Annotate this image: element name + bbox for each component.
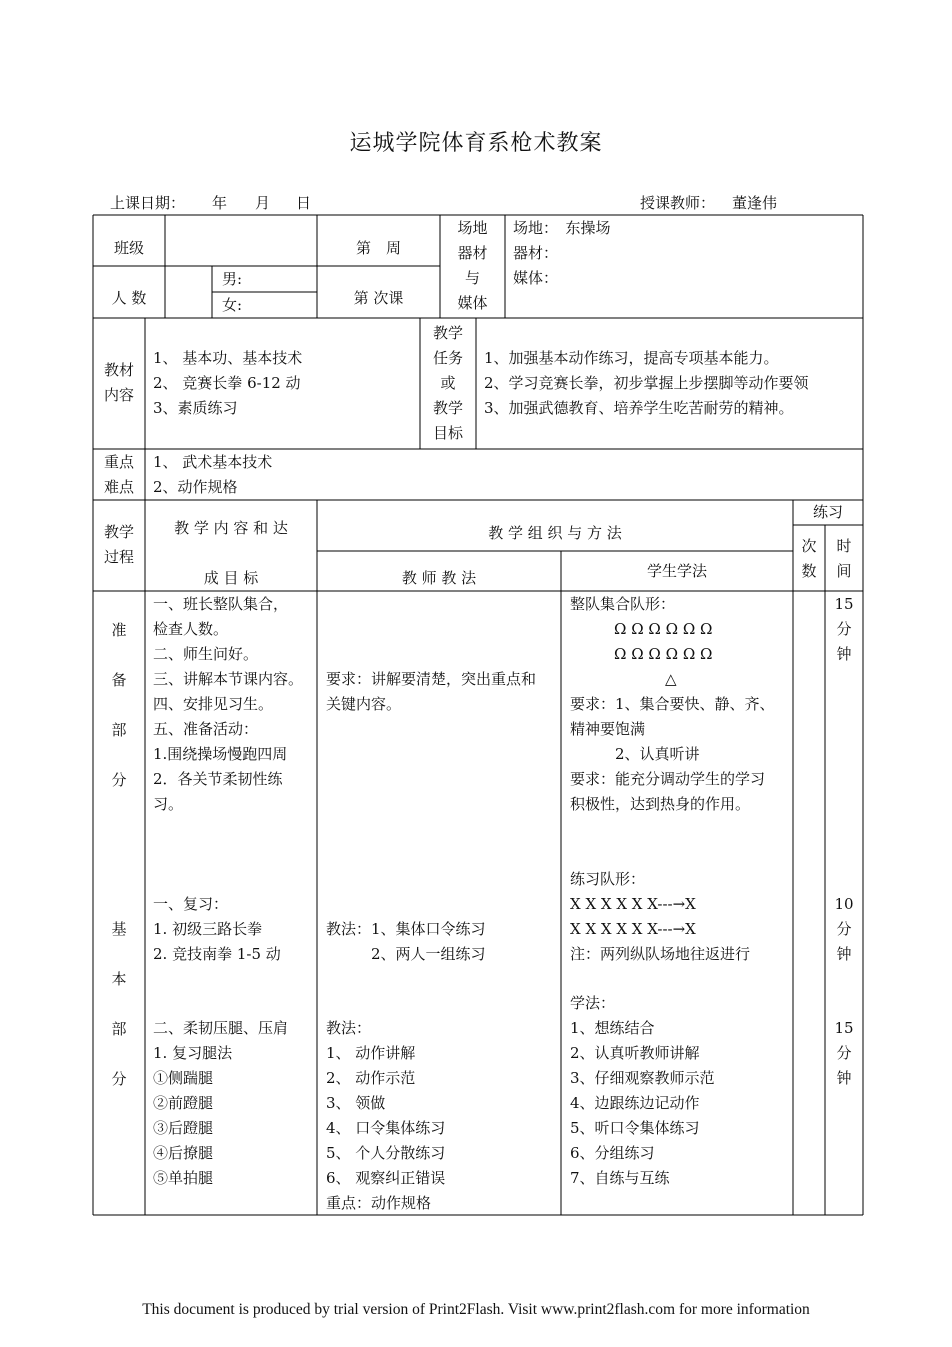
basic-teacher-flexibility: 教法： 1、 动作讲解 2、 动作示范 3、 领做 4、 口令集体练习 5、 个人分散练习 6、 观察纠正错误 重点：动作规格 xyxy=(326,1019,446,1212)
prep-student-requirements: 要求：1、集合要快、静、齐、 精神要饱满 2、认真听讲 要求：能充分调动学生的学习 积极性，达到热身的作用。 xyxy=(570,695,775,813)
teacher-name: 董逢伟 xyxy=(732,194,778,212)
basic-student-method: 学法： 1、想练结合 2、认真听教师讲解 3、仔细观察教师示范 4、边跟练边记动作 5、听口令集体练习 6、分组练习 7、自练与互练 xyxy=(570,994,715,1187)
teacher-label: 授课教师： xyxy=(640,194,716,212)
student-method-header: 学生学法 xyxy=(646,562,707,580)
content-goal-header: 教 学 内 容 和 达 成 目 标 xyxy=(174,519,288,587)
org-method-header: 教 学 组 织 与 方 法 xyxy=(488,524,622,542)
keypoints-label: 重点 难点 xyxy=(103,453,134,496)
venue-detail: 场地： 东操场 器材： 媒体： xyxy=(513,219,611,287)
content-items: 1、 基本功、基本技术 2、 竞赛长拳 6-12 动 3、素质练习 xyxy=(153,349,303,417)
date-month: 月 xyxy=(255,194,271,212)
class-label: 班级 xyxy=(113,239,144,257)
practice-header: 练习 xyxy=(812,503,843,521)
teacher-method-header: 教 师 教 法 xyxy=(401,569,477,587)
basic-content-review: 一、复习： 1. 初级三路长拳 2. 竞技南拳 1-5 动 xyxy=(153,895,281,963)
task-items: 1、加强基本动作练习，提高专项基本能力。 2、学习竞赛长拳，初步掌握上步摆脚等动作要领 3、加强武德教育、培养学生吃苦耐劳的精神。 xyxy=(484,349,809,417)
basic-label: 基 本 部 分 xyxy=(111,920,127,1088)
keypoints-items: 1、 武术基本技术 2、动作规格 xyxy=(153,453,273,496)
male-label: 男: xyxy=(222,270,243,288)
basic-time-1: 10 分 钟 xyxy=(834,895,854,963)
week-label: 第 周 xyxy=(355,239,401,257)
date-year: 年 xyxy=(212,194,228,212)
watermark-footer: This document is produced by trial version of Print2Flash. Visit www.print2flash.com for more information xyxy=(142,1301,810,1318)
prep-content: 一、班长整队集合， 检查人数。 二、师生问好。 三、讲解本节课内容。 四、安排见习生。 五、准备活动： 1.围绕操场慢跑四周 2．各关节柔韧性练 习。 xyxy=(153,595,304,813)
basic-time-2: 15 分 钟 xyxy=(834,1019,854,1087)
lesson-label: 第 次课 xyxy=(353,289,404,307)
basic-content-flexibility: 二、柔韧压腿、压肩 1. 复习腿法 ①侧踹腿 ②前蹬腿 ③后蹬腿 ④后撩腿 ⑤单拍腿 xyxy=(153,1019,289,1187)
prep-label: 准 备 部 分 xyxy=(111,621,127,789)
count-header: 次 数 xyxy=(801,537,817,580)
teacher-position-triangle: △ xyxy=(665,670,677,688)
formation-row-1: Ω Ω Ω Ω Ω Ω xyxy=(614,620,713,638)
venue-label: 场地 器材 与 媒体 xyxy=(457,219,488,312)
document-title: 运城学院体育系枪术教案 xyxy=(349,131,603,156)
basic-teacher-review: 教法：1、集体口令练习 2、两人一组练习 xyxy=(326,920,486,963)
task-label: 教学 任务 或 教学 目标 xyxy=(432,324,463,442)
prep-student-formation-title: 整队集合队形： xyxy=(570,595,676,613)
date-label: 上课日期： xyxy=(110,194,186,212)
basic-student-formation: 练习队形： X X X X X X---→X X X X X X X---→X 注：两列纵队场地往返进行 xyxy=(570,870,751,963)
process-label: 教学 过程 xyxy=(103,523,134,566)
people-label: 人 数 xyxy=(111,289,147,307)
formation-row-2: Ω Ω Ω Ω Ω Ω xyxy=(614,645,713,663)
prep-teacher: 要求：讲解要清楚，突出重点和 关键内容。 xyxy=(326,670,537,713)
time-header: 时 间 xyxy=(836,537,852,580)
date-day: 日 xyxy=(296,194,312,212)
female-label: 女: xyxy=(222,296,243,314)
prep-time: 15 分 钟 xyxy=(834,595,854,663)
content-label: 教材 内容 xyxy=(103,361,134,404)
